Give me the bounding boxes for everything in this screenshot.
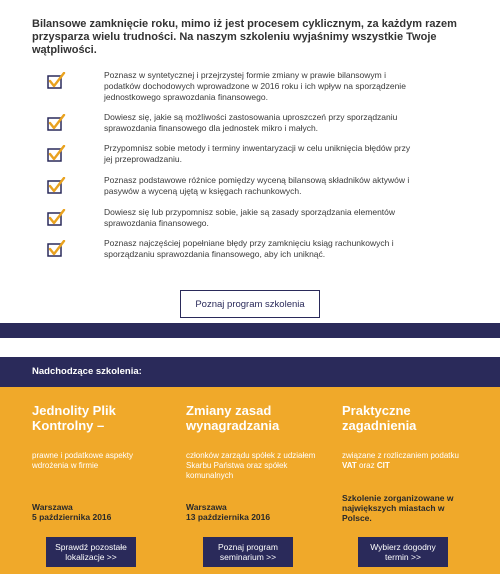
training-desc-text: związane z rozliczaniem podatku <box>342 451 459 460</box>
training-note: Szkolenie zorganizowane w największych miastach w Polsce. <box>342 493 454 523</box>
benefit-text: Poznasz podstawowe różnice pomiędzy wyceną bilansową składników aktywów i pasywów a wyceną ujętą w księgach rachunkowych. <box>104 175 410 196</box>
training-card-vat-cit <box>342 403 470 471</box>
checkbox-check-icon <box>46 209 66 227</box>
checkbox-check-icon <box>46 114 66 132</box>
program-button[interactable]: Poznaj program szkolenia <box>180 290 320 318</box>
divider-bar <box>0 323 500 338</box>
upcoming-header <box>0 357 500 387</box>
training-card-wynagrodzenia <box>186 403 316 481</box>
vat-label: VAT <box>342 461 357 470</box>
cit-label: CIT <box>376 461 390 470</box>
training-city: Warszawa <box>186 502 227 512</box>
training-title: Jednolity Plik Kontrolny – <box>32 403 116 433</box>
training-desc: członków zarządu spółek z udziałem Skarbu Państwa oraz spółek komunalnych <box>186 451 316 480</box>
benefit-text: Dowiesz się lub przypomnisz sobie, jakie są zasady sporządzania elementów sprawozdania finansowego. <box>104 207 396 228</box>
training-title: Praktyczne zagadnienia <box>342 403 417 433</box>
training-location <box>32 502 111 522</box>
training-desc <box>342 451 470 471</box>
benefit-text: Przypomnisz sobie metody i terminy inwentaryzacji w celu uniknięcia błędów przy jej przeprowadzaniu. <box>104 143 411 164</box>
training-desc-text: oraz <box>356 461 377 470</box>
training-location <box>186 502 270 522</box>
benefit-item <box>46 70 416 103</box>
checkbox-check-icon <box>46 145 66 163</box>
checkbox-check-icon <box>46 240 66 258</box>
intro-text: Bilansowe zamknięcie roku, mimo iż jest procesem cyklicznym, za każdym razem przysparza wielu trudności. Na naszym szkoleniu wyjaśnimy wszystkie Twoje wątpliwości. <box>32 18 457 56</box>
checkbox-check-icon <box>46 72 66 90</box>
training-desc: prawne i podatkowe aspekty wdrożenia w firmie <box>32 451 133 470</box>
training-date: 5 października 2016 <box>32 512 112 522</box>
check-locations-button[interactable]: Sprawdź pozostałe lokalizacje >> <box>46 537 136 567</box>
upcoming-trainings-panel <box>0 387 500 574</box>
benefit-text: Poznasz najczęściej popełniane błędy przy zamknięciu ksiąg rachunkowych i sporządzaniu sprawozdania finansowego, aby ich uniknąć. <box>104 238 394 259</box>
seminar-program-button[interactable]: Poznaj program seminarium >> <box>203 537 293 567</box>
benefit-item <box>46 112 416 134</box>
training-date: 13 października 2016 <box>186 512 271 522</box>
benefit-item <box>46 143 416 165</box>
choose-date-button[interactable]: Wybierz dogodny termin >> <box>358 537 448 567</box>
training-card-jpk <box>32 403 162 471</box>
benefit-text: Dowiesz się, jakie są możliwości zastosowania uproszczeń przy sporządzaniu sprawozdania finansowego dla jednostek mikro i małych. <box>104 112 398 133</box>
training-city: Warszawa <box>32 502 73 512</box>
training-title: Zmiany zasad wynagradzania <box>186 403 280 433</box>
benefit-item <box>46 175 416 197</box>
benefit-item <box>46 238 416 260</box>
benefit-item <box>46 207 416 229</box>
checkbox-check-icon <box>46 177 66 195</box>
upcoming-label: Nadchodzące szkolenia: <box>32 366 142 377</box>
benefit-text: Poznasz w syntetycznej i przejrzystej formie zmiany w prawie bilansowym i podatków dochodowych wprowadzone w 2016 roku i ich wpływ na sporządzenie jednostkowego sprawozdania finansowego. <box>104 70 406 102</box>
